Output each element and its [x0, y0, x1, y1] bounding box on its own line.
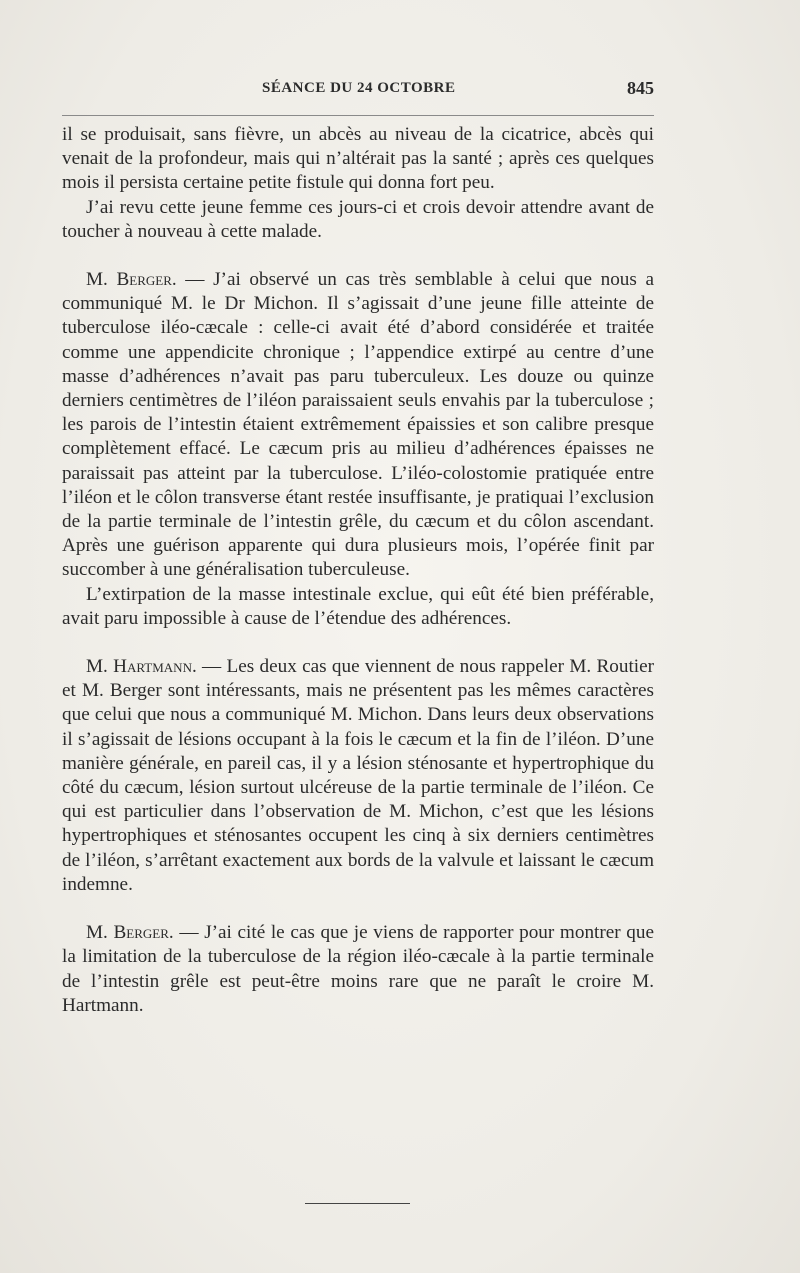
- speaker-name: Berger: [113, 922, 169, 944]
- paragraph-text: Les deux cas que viennent de nous rappeler M. Routier et M. Berger sont intéressants, mais ne présentent pas les mêmes caractères que celui que nous a communiqué M. Michon. Dans leurs deux observations il s’agissait de lésions occupant à la fois le cæcum et la fin de l’iléon. D’une manière générale, en pareil cas, il y a lésion sténosante et hypertrophique du côté du cæcum, lésion surtout ulcéreuse de la partie terminale de l’iléon. Ce qui est particulier dans l’observation de M. Michon, c’est que les lésions hypertrophiques et sténosantes occupent les cinq à six derniers centimètres de l’iléon, s’arrêtant exactement aux bords de la valvule et laissant le cæcum indemne.: [62, 656, 655, 895]
- speaker-dash: . —: [168, 922, 205, 944]
- page-body: [62, 123, 654, 1018]
- speaker-name: Berger: [116, 269, 172, 291]
- speaker-prefix: M.: [86, 656, 114, 678]
- paragraph-berger-1: [62, 268, 654, 583]
- speaker-dash: . —: [171, 269, 214, 291]
- speaker-prefix: M.: [86, 922, 114, 944]
- running-header: [62, 78, 654, 100]
- speaker-name: Hartmann: [113, 656, 192, 678]
- speaker-dash: . —: [191, 656, 227, 678]
- closing-rule: [305, 1203, 410, 1204]
- paragraph-continuation: il se produisait, sans fièvre, un abcès au niveau de la cicatrice, abcès qui venait de la profondeur, mais qui n’altérait pas la santé ; après ces quelques mois il persista certaine petite fistule qui donna fort peu.: [62, 124, 654, 194]
- paragraph-text: J’ai cité le cas que je viens de rapporter pour montrer que la limitation de la tuberculose de la région iléo-cæcale à la partie terminale de l’intestin grêle est peut-être moins rare que ne paraît le croire M. Hartmann.: [62, 922, 655, 1016]
- paragraph-hartmann: [62, 655, 654, 897]
- header-divider: [62, 115, 654, 116]
- running-title: SÉANCE DU 24 OCTOBRE: [262, 80, 456, 96]
- page-number: 845: [627, 78, 654, 98]
- paragraph-berger-2: [62, 921, 654, 1018]
- speaker-prefix: M.: [86, 269, 117, 291]
- paragraph-extirpation: L’extirpation de la masse intestinale exclue, qui eût été bien préférable, avait paru impossible à cause de l’étendue des adhérences.: [62, 583, 654, 629]
- paragraph-revisit: J’ai revu cette jeune femme ces jours-ci et crois devoir attendre avant de toucher à nouveau à cette malade.: [62, 196, 654, 242]
- paragraph-text: J’ai observé un cas très semblable à celui que nous a communiqué M. le Dr Michon. Il s’agissait d’une jeune fille atteinte de tuberculose iléo-cæcale : celle-ci avait été d’abord considérée et traitée comme une appendicite chronique ; l’appendice extirpé au centre d’une masse d’adhérences n’avait pas paru tuberculeux. Les douze ou quinze derniers centimètres de l’iléon paraissaient seuls envahis par la tuberculose ; les parois de l’intestin étaient extrêmement épaissies et son calibre presque complètement effacé. Le cæcum pris au milieu d’adhérences épaisses ne paraissait pas atteint par la tuberculose. L’iléo-colostomie pratiquée entre l’iléon et le côlon transverse étant restée insuffisante, je pratiquai l’exclusion de la partie terminale de l’intestin grêle, du cæcum et du côlon ascendant. Après une guérison apparente qui dura plusieurs mois, l’opérée finit par succomber à une généralisation tuberculeuse.: [62, 269, 654, 581]
